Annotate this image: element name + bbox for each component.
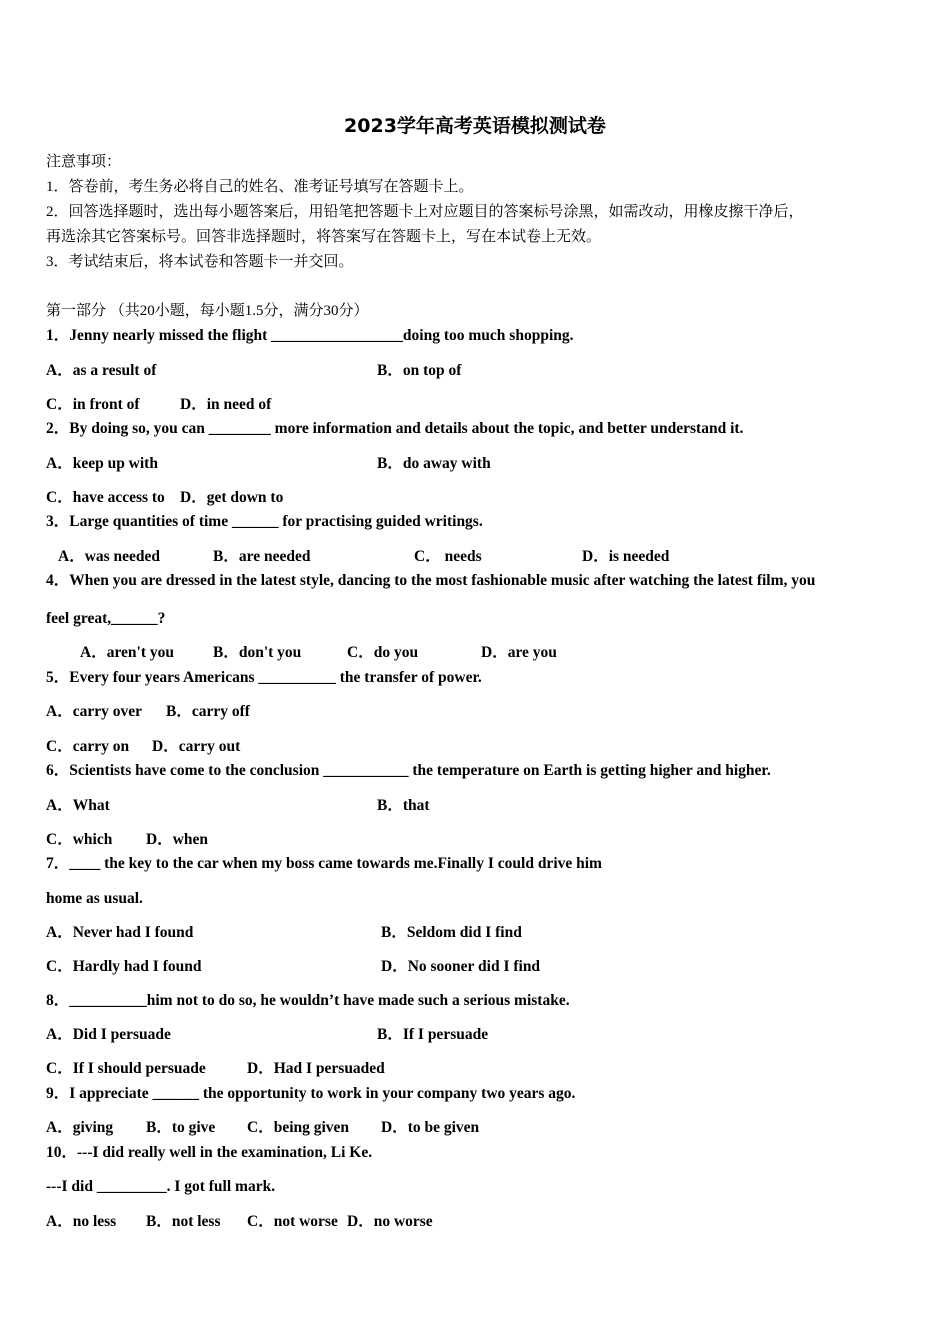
option-b: B．carry off bbox=[166, 703, 250, 720]
option-a: A．was needed bbox=[58, 548, 161, 565]
notice-item: 1．答卷前，考生务必将自己的姓名、准考证号填写在答题卡上。 bbox=[46, 179, 474, 195]
option-d: D．carry out bbox=[152, 738, 241, 755]
option-a: A．aren't you bbox=[80, 644, 175, 661]
question-stem-continued: ---I did _________. I got full mark. bbox=[46, 1178, 276, 1195]
option-a: A．keep up with bbox=[46, 455, 158, 472]
option-a: A．Never had I found bbox=[46, 924, 194, 941]
option-c: C．which bbox=[46, 831, 113, 848]
option-b: B．If I persuade bbox=[377, 1026, 489, 1043]
option-b: B．to give bbox=[146, 1119, 216, 1136]
notice-item: 再选涂其它答案标号。回答非选择题时，将答案写在答题卡上，写在本试卷上无效。 bbox=[46, 229, 602, 245]
notice-item: 2．回答选择题时，选出每小题答案后，用铅笔把答题卡上对应题目的答案标号涂黑，如需改动，用橡皮擦干净后， bbox=[46, 204, 804, 220]
option-c: C．in front of bbox=[46, 396, 140, 413]
option-d: D．in need of bbox=[180, 396, 272, 413]
question-stem: 9．I appreciate ______ the opportunity to work in your company two years ago. bbox=[46, 1085, 576, 1102]
option-d: D．when bbox=[146, 831, 209, 848]
option-b: B．do away with bbox=[377, 455, 491, 472]
option-a: A．as a result of bbox=[46, 362, 157, 379]
option-c: C．carry on bbox=[46, 738, 130, 755]
option-c: C．If I should persuade bbox=[46, 1060, 206, 1077]
question-stem: 6．Scientists have come to the conclusion ___________ the temperature on Earth is getting higher and higher. bbox=[46, 762, 771, 779]
option-c: C．do you bbox=[347, 644, 419, 661]
question-stem-continued: feel great,______? bbox=[46, 610, 166, 627]
question-stem: 1．Jenny nearly missed the flight _________________doing too much shopping. bbox=[46, 327, 574, 344]
question-stem-continued: home as usual. bbox=[46, 890, 143, 907]
option-c: C．being given bbox=[247, 1119, 350, 1136]
option-a: A．no less bbox=[46, 1213, 117, 1230]
question-stem: 7．____ the key to the car when my boss came towards me.Finally I could drive him bbox=[46, 855, 602, 872]
option-d: D．get down to bbox=[180, 489, 284, 506]
question-stem: 5．Every four years Americans __________ the transfer of power. bbox=[46, 669, 482, 686]
question-stem: 8．__________him not to do so, he wouldn’t have made such a serious mistake. bbox=[46, 992, 570, 1009]
option-c: C．Hardly had I found bbox=[46, 958, 202, 975]
notice-item: 3．考试结束后，将本试卷和答题卡一并交回。 bbox=[46, 254, 354, 270]
option-a: A．giving bbox=[46, 1119, 114, 1136]
option-b: B．don't you bbox=[213, 644, 302, 661]
option-b: B．Seldom did I find bbox=[381, 924, 522, 941]
question-stem: 3．Large quantities of time ______ for practising guided writings. bbox=[46, 513, 483, 530]
option-b: B．not less bbox=[146, 1213, 221, 1230]
option-d: D．no worse bbox=[347, 1213, 433, 1230]
option-b: B．are needed bbox=[213, 548, 311, 565]
option-d: D．is needed bbox=[582, 548, 670, 565]
option-b: B．on top of bbox=[377, 362, 462, 379]
section-heading: 第一部分 （共20小题，每小题1.5分，满分30分） bbox=[46, 303, 369, 319]
option-a: A．carry over bbox=[46, 703, 142, 720]
page-title: 2023学年高考英语模拟测试卷 bbox=[344, 115, 606, 137]
option-c: C． needs bbox=[414, 548, 482, 565]
question-stem: 4．When you are dressed in the latest style, dancing to the most fashionable music after watching the latest film, you bbox=[46, 572, 816, 589]
notice-heading: 注意事项： bbox=[46, 154, 122, 170]
question-stem: 10．---I did really well in the examination, Li Ke. bbox=[46, 1144, 373, 1161]
option-d: D．No sooner did I find bbox=[381, 958, 541, 975]
option-a: A．Did I persuade bbox=[46, 1026, 171, 1043]
option-c: C．have access to bbox=[46, 489, 165, 506]
option-d: D．Had I persuaded bbox=[247, 1060, 385, 1077]
question-stem: 2．By doing so, you can ________ more information and details about the topic, and better understand it. bbox=[46, 420, 744, 437]
option-b: B．that bbox=[377, 797, 430, 814]
option-a: A．What bbox=[46, 797, 110, 814]
option-d: D．to be given bbox=[381, 1119, 480, 1136]
option-d: D．are you bbox=[481, 644, 557, 661]
option-c: C．not worse bbox=[247, 1213, 338, 1230]
